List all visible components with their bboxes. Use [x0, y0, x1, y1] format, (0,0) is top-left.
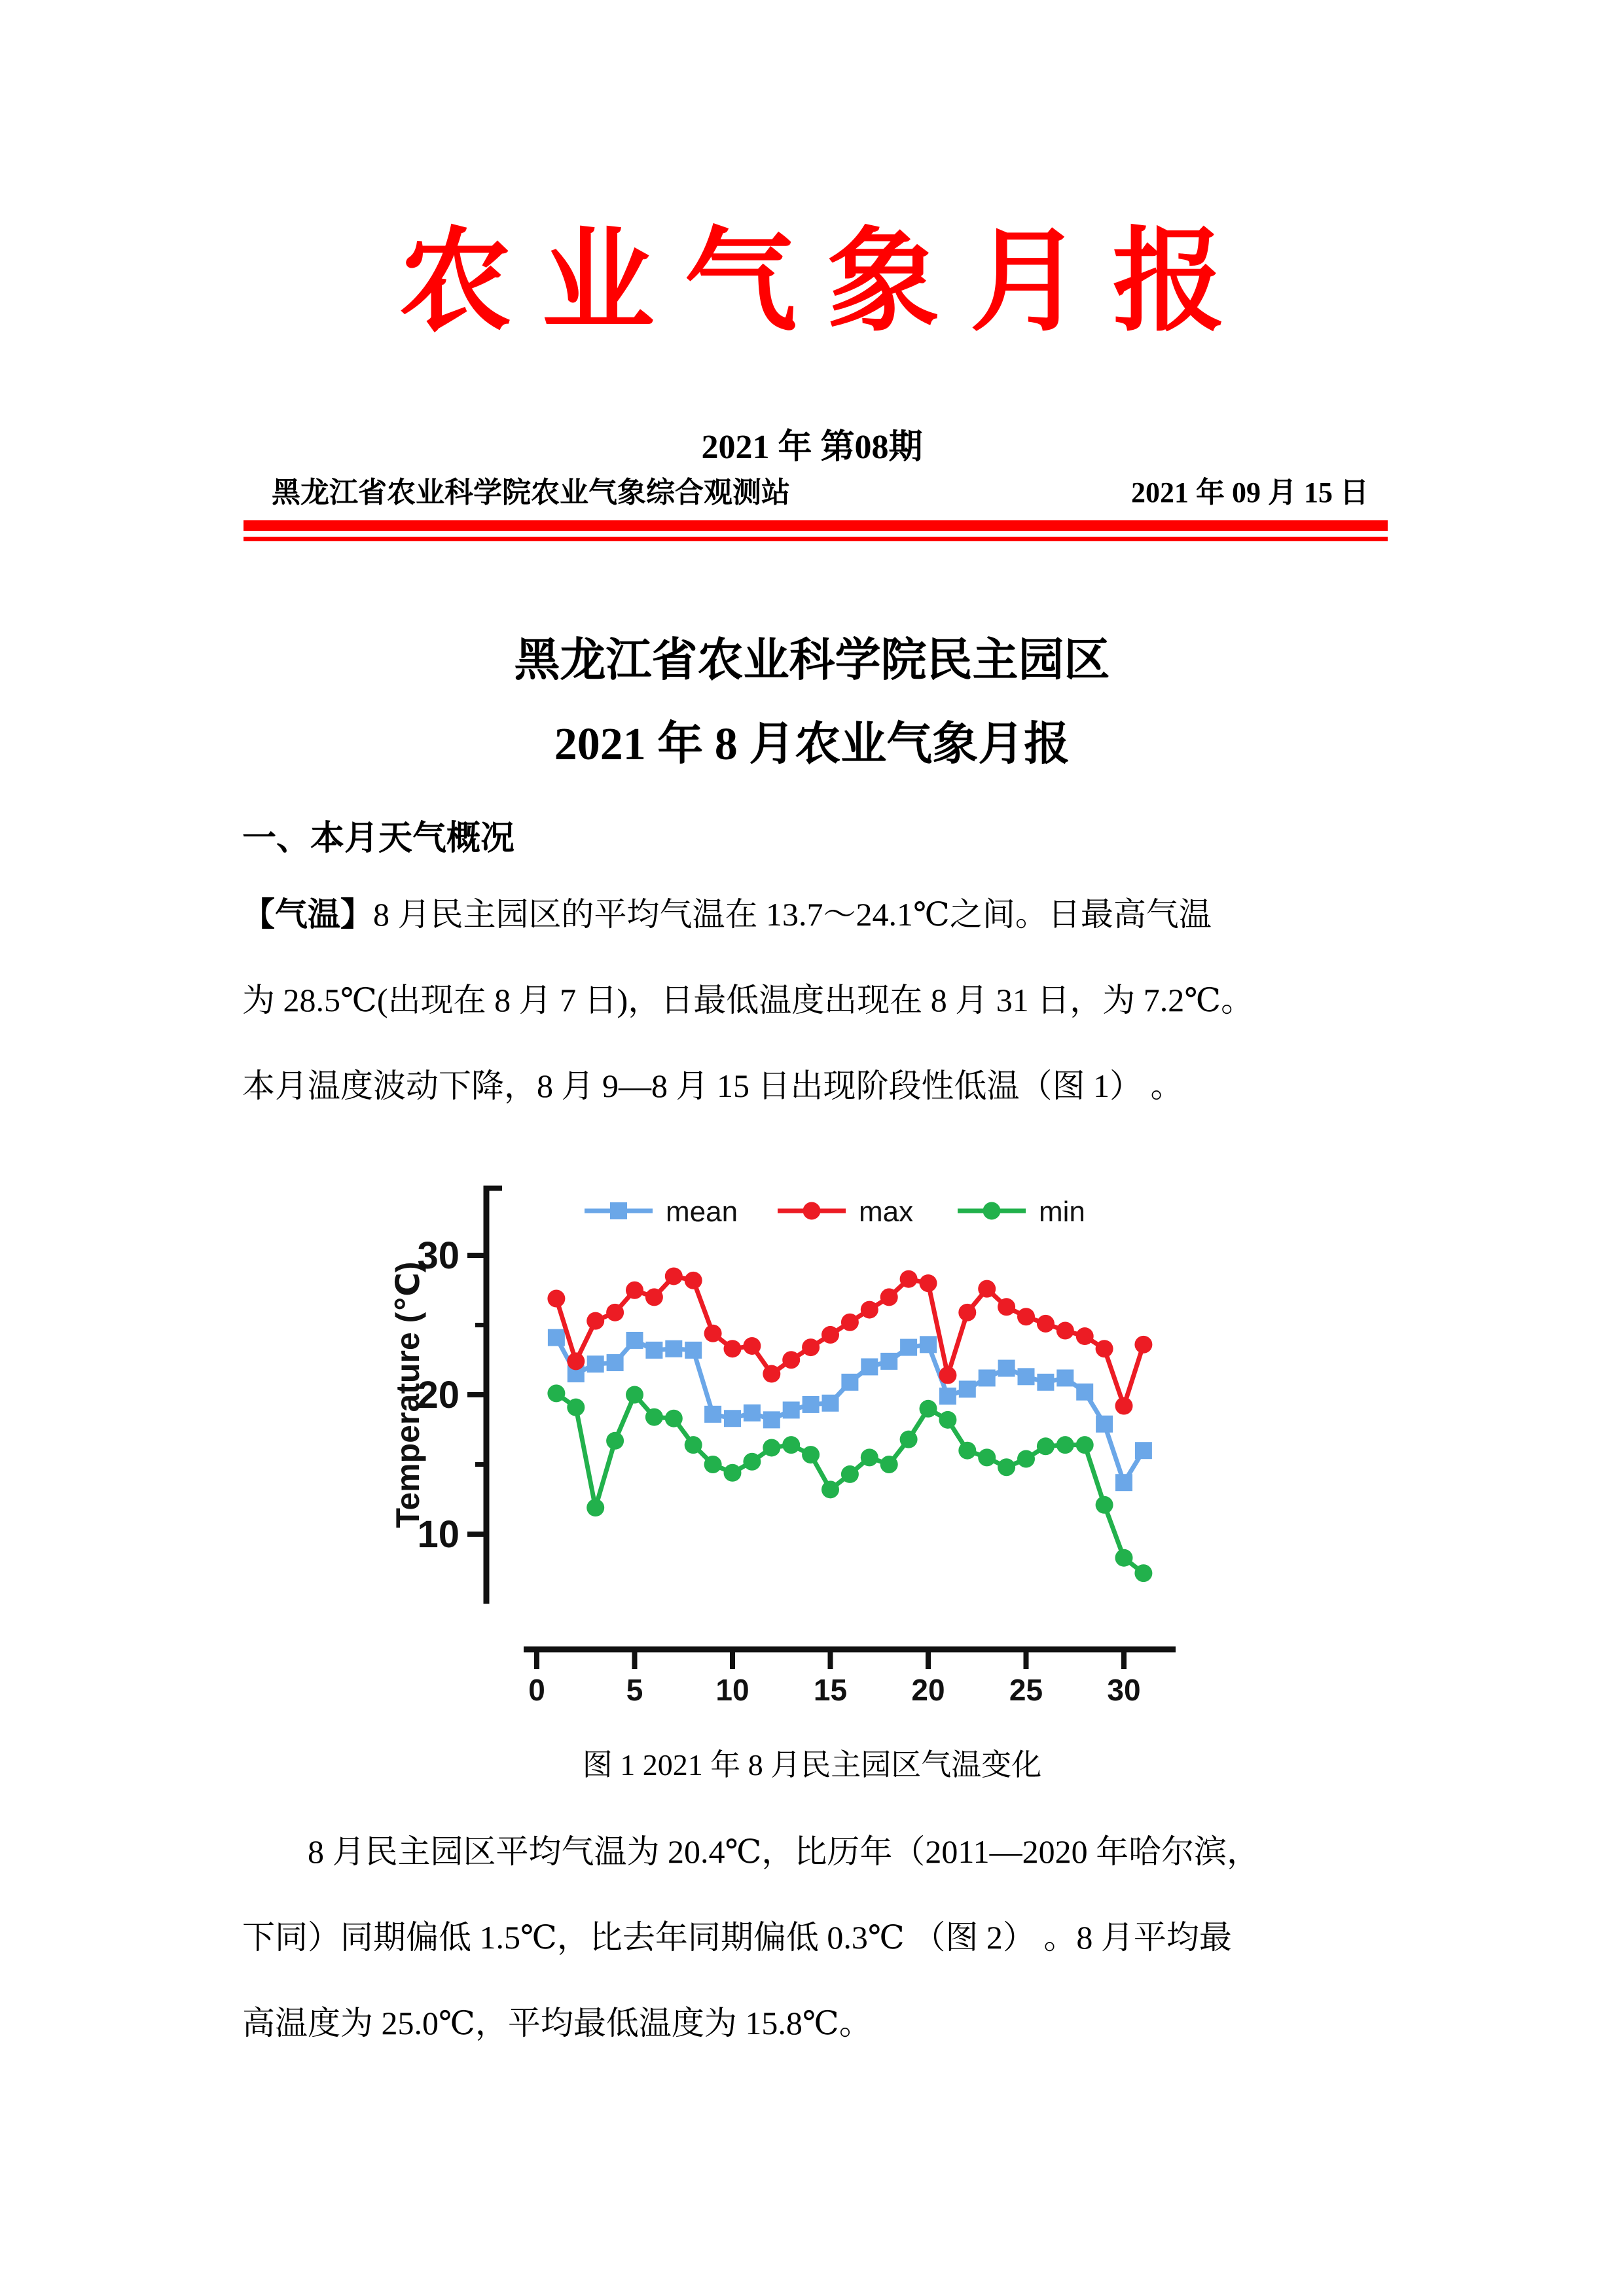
- station-name: 黑龙江省农业科学院农业气象综合观测站: [272, 476, 790, 509]
- issue-line: 2021 年 第08期: [701, 429, 923, 466]
- max-marker: [821, 1326, 839, 1344]
- min-marker: [1056, 1436, 1074, 1454]
- min-marker: [978, 1448, 996, 1466]
- min-marker: [1096, 1496, 1113, 1514]
- min-marker: [900, 1431, 918, 1448]
- x-tick-label-20: 20: [911, 1673, 945, 1707]
- y-tick-label-10: 10: [417, 1513, 460, 1556]
- max-marker: [567, 1352, 585, 1370]
- max-marker: [1115, 1397, 1133, 1415]
- mean-marker: [685, 1342, 702, 1359]
- x-tick-label-10: 10: [715, 1673, 749, 1707]
- mean-marker: [744, 1405, 761, 1422]
- mean-marker: [841, 1374, 858, 1391]
- min-marker: [645, 1408, 663, 1426]
- paragraph-temperature-line3: 本月温度波动下降，8 月 9—8 月 15 日出现阶段性低温（图 1） 。: [242, 1067, 1183, 1104]
- figure1-temperature-chart: [393, 1178, 1218, 1793]
- x-axis: [524, 1649, 1176, 1707]
- max-marker: [743, 1337, 761, 1355]
- min-marker: [920, 1400, 937, 1418]
- temperature-label: 【气温】: [242, 896, 373, 933]
- mean-marker: [724, 1410, 741, 1427]
- mean-marker: [607, 1354, 624, 1371]
- mean-marker: [626, 1332, 643, 1349]
- min-marker: [724, 1464, 742, 1482]
- max-marker: [1056, 1322, 1074, 1340]
- mean-marker: [548, 1329, 565, 1346]
- min-marker: [626, 1386, 643, 1404]
- paragraph-temperature-line1-text: 8 月民主园区的平均气温在 13.7～24.1℃之间。日最高气温: [373, 896, 1212, 933]
- max-marker: [626, 1282, 643, 1299]
- mean-marker: [783, 1401, 800, 1418]
- mean-marker: [822, 1395, 839, 1412]
- red-rule-thin: [244, 537, 1388, 541]
- mean-marker: [763, 1411, 780, 1428]
- max-marker: [861, 1301, 878, 1319]
- mean-marker: [979, 1369, 996, 1386]
- max-marker: [685, 1272, 702, 1289]
- max-marker: [763, 1365, 780, 1383]
- paragraph-comparison-line1: 8 月民主园区平均气温为 20.4℃，比历年（2011—2020 年哈尔滨，: [308, 1833, 1260, 1870]
- min-marker: [567, 1399, 585, 1416]
- max-marker: [1017, 1308, 1035, 1325]
- paragraph-temperature-line2: 为 28.5℃(出现在 8 月 7 日)，日最低温度出现在 8 月 31 日，为 7.2℃。: [242, 982, 1254, 1018]
- mean-marker: [704, 1406, 721, 1423]
- mean-marker: [959, 1380, 976, 1397]
- max-marker: [645, 1288, 663, 1306]
- min-marker: [802, 1446, 820, 1463]
- y-tick-label-30: 30: [417, 1234, 460, 1277]
- masthead-title: 农业气象月报: [399, 221, 1255, 345]
- max-marker: [841, 1314, 859, 1331]
- x-tick-label-30: 30: [1107, 1673, 1141, 1707]
- mean-marker: [900, 1339, 917, 1356]
- red-rule-thick: [244, 520, 1388, 531]
- publish-date: 2021 年 09 月 15 日: [1131, 476, 1369, 509]
- min-marker: [1076, 1436, 1094, 1454]
- max-marker: [978, 1280, 996, 1298]
- legend-label-max: max: [859, 1196, 914, 1228]
- min-marker: [685, 1436, 702, 1454]
- y-axis: [393, 1186, 502, 1604]
- x-tick-label-5: 5: [626, 1673, 643, 1707]
- chart-legend: [585, 1196, 1085, 1228]
- max-marker: [900, 1270, 918, 1288]
- max-marker: [920, 1274, 937, 1292]
- max-marker: [704, 1325, 722, 1342]
- max-marker: [724, 1340, 742, 1357]
- paragraph-comparison-line2: 下同）同期偏低 1.5℃，比去年同期偏低 0.3℃ （图 2） 。8 月平均最: [242, 1919, 1232, 1956]
- min-marker: [880, 1456, 898, 1473]
- mean-marker: [1115, 1474, 1132, 1491]
- min-marker: [763, 1439, 780, 1456]
- mean-marker: [880, 1353, 897, 1370]
- max-marker: [1076, 1327, 1094, 1345]
- max-marker: [547, 1290, 565, 1308]
- mean-marker: [665, 1340, 682, 1357]
- min-marker: [1037, 1437, 1055, 1455]
- section1-title: 一、本月天气概况: [242, 820, 515, 857]
- x-tick-label-0: 0: [528, 1673, 545, 1707]
- min-marker: [939, 1411, 956, 1429]
- legend-label-min: min: [1039, 1196, 1085, 1228]
- min-marker: [743, 1453, 761, 1471]
- legend-label-mean: mean: [666, 1196, 738, 1228]
- min-marker: [1017, 1450, 1035, 1467]
- min-marker: [547, 1384, 565, 1402]
- max-marker: [586, 1312, 604, 1330]
- series-min: [547, 1384, 1152, 1582]
- mean-marker: [920, 1336, 937, 1353]
- paragraph-temperature: [242, 872, 1384, 1129]
- min-marker: [821, 1480, 839, 1498]
- min-marker: [1115, 1549, 1133, 1567]
- mean-marker: [1037, 1374, 1054, 1391]
- min-marker: [983, 1202, 1001, 1220]
- report-heading-line1: 黑龙江省农业科学院民主园区: [514, 636, 1110, 686]
- mean-marker: [1056, 1369, 1074, 1386]
- figure1-caption: 图 1 2021 年 8 月民主园区气温变化: [582, 1748, 1042, 1782]
- min-marker: [841, 1465, 859, 1483]
- max-marker: [782, 1351, 800, 1369]
- mean-marker: [998, 1360, 1015, 1377]
- max-marker: [802, 1338, 820, 1356]
- mean-marker: [1076, 1384, 1093, 1401]
- min-marker: [782, 1436, 800, 1454]
- x-tick-label-25: 25: [1009, 1673, 1043, 1707]
- max-marker: [880, 1288, 898, 1306]
- max-marker: [1096, 1340, 1113, 1357]
- max-marker: [606, 1304, 624, 1321]
- max-marker: [998, 1298, 1015, 1316]
- mean-marker: [1135, 1442, 1152, 1459]
- paragraph-temperature-line1: [242, 872, 1384, 958]
- x-tick-label-15: 15: [813, 1673, 848, 1707]
- mean-marker: [587, 1355, 604, 1372]
- mean-marker: [861, 1358, 878, 1375]
- paragraph-comparison-line3: 高温度为 25.0℃，平均最低温度为 15.8℃。: [242, 2005, 872, 2041]
- min-marker: [861, 1448, 878, 1466]
- mean-marker: [1096, 1416, 1113, 1433]
- min-marker: [704, 1456, 722, 1473]
- paragraph-comparison: [242, 1809, 1384, 2066]
- max-marker: [939, 1367, 956, 1384]
- max-marker: [665, 1267, 683, 1285]
- max-marker: [803, 1202, 821, 1220]
- mean-marker: [610, 1202, 627, 1219]
- y-tick-label-20: 20: [417, 1374, 460, 1416]
- min-marker: [1134, 1564, 1152, 1582]
- min-marker: [586, 1499, 604, 1516]
- min-marker: [606, 1432, 624, 1450]
- report-heading-line2: 2021 年 8 月农业气象月报: [554, 719, 1070, 770]
- mean-marker: [803, 1396, 820, 1413]
- max-marker: [1134, 1336, 1152, 1354]
- mean-marker: [645, 1342, 662, 1359]
- min-marker: [998, 1458, 1015, 1476]
- min-marker: [958, 1442, 976, 1460]
- figure1-chart-svg: [393, 1178, 1218, 1793]
- max-marker: [1037, 1315, 1055, 1333]
- mean-marker: [939, 1388, 956, 1405]
- max-marker: [958, 1304, 976, 1321]
- masthead-info-row: [242, 469, 1382, 511]
- min-marker: [665, 1410, 683, 1427]
- mean-marker: [1018, 1368, 1035, 1385]
- y-axis-title: Temperature (℃): [393, 1261, 426, 1528]
